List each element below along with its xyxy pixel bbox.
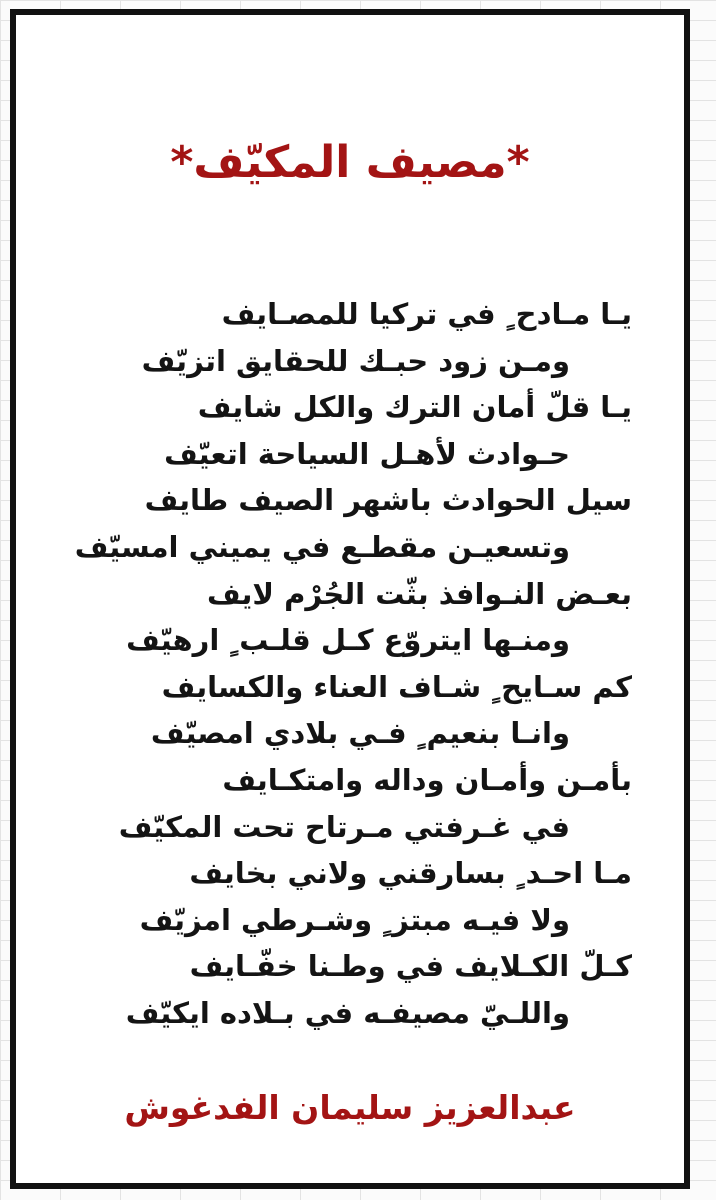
verse-line-8: ومنـها ايتروّع كـل قلـب ٍ ارهيّف <box>126 623 570 658</box>
verse-line-3: يـا قلّ أمان الترك والكل شايف <box>197 390 632 425</box>
verse-line-13: مـا احـد ٍ بسارقني ولاني بخايف <box>189 856 632 891</box>
verse-line-2: ومـن زود حبـك للحقايق اتزيّف <box>141 343 570 378</box>
verse-line-7: بعـض النـوافذ بثّت الجُرْم لايف <box>206 576 632 611</box>
verse-line-5: سيل الحوادث باشهر الصيف طايف <box>144 483 632 518</box>
verse-line-4: حـوادث لأهـل السياحة اتعيّف <box>164 436 570 471</box>
poem-frame <box>10 9 690 1189</box>
poem-author: عبدالعزيز سليمان الفدغوش <box>124 1088 576 1127</box>
verse-line-14: ولا فيـه مبتز ٍ وشـرطي امزيّف <box>139 902 570 937</box>
verse-line-16: واللـيّ مصيفـه في بـلاده ايكيّف <box>125 995 570 1030</box>
verse-line-11: بأمـن وأمـان وداله وامتكـايف <box>222 762 632 797</box>
verse-line-15: كـلّ الكـلايف في وطـنا خفّـايف <box>189 949 632 984</box>
verse-line-6: وتسعيـن مقطـع في يميني امسيّف <box>74 529 570 564</box>
verse-line-12: في غـرفتي مـرتاح تحت المكيّف <box>118 809 570 844</box>
verse-line-9: كم سـايح ٍ شـاف العناء والكسايف <box>161 669 632 704</box>
verse-line-1: يـا مـادح ٍ في تركيا للمصـايف <box>221 297 632 331</box>
verse-line-10: وانـا بنعيم ٍ فـي بلادي امصيّف <box>150 716 570 751</box>
poem-body <box>40 291 660 1037</box>
poem-title: *مصيف المكيّف* <box>170 137 530 188</box>
